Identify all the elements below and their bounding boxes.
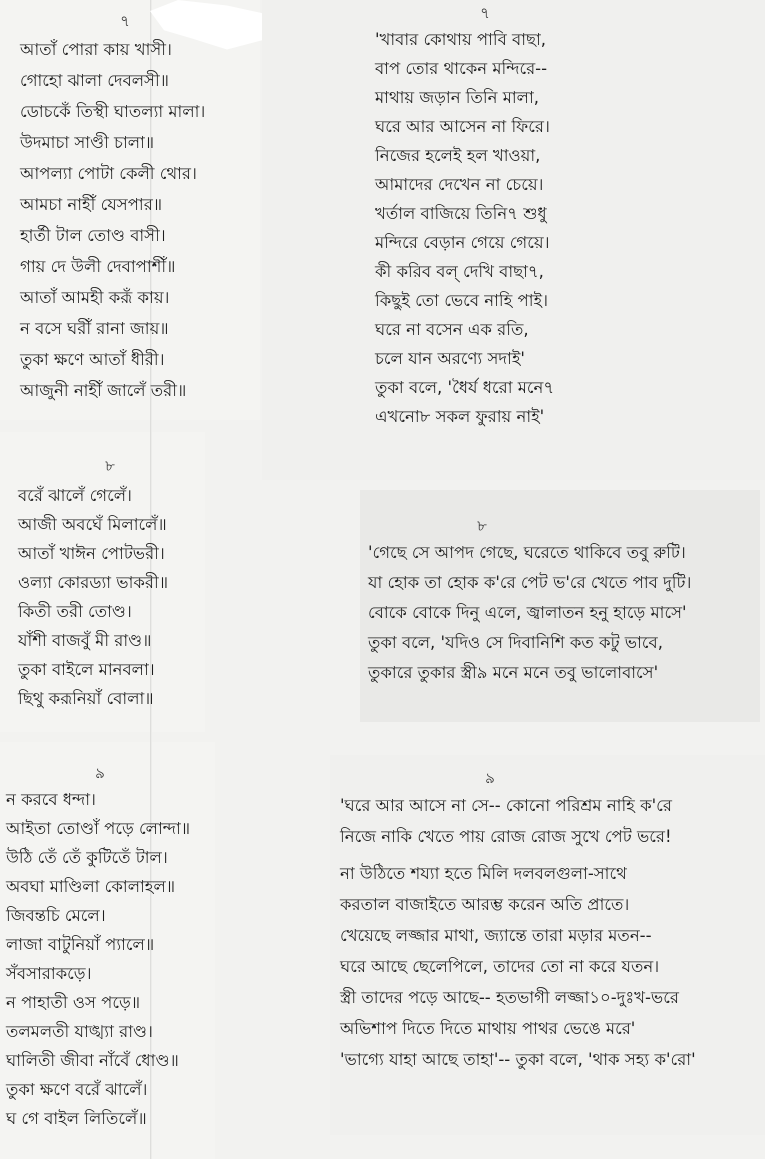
poem-line: আতাঁ আমহী করূঁ কায়। — [20, 288, 170, 307]
poem-line: না উঠিতে শয্যা হতে মিলি দলবলগুলা-সাথে — [340, 864, 627, 883]
poem-line: খর্তাল বাজিয়ে তিনি৭ শুধু — [375, 204, 547, 223]
poem-line: ন পাহাতী ওস পড়ে॥ — [6, 993, 141, 1012]
right-section-8-number: ৮ — [477, 517, 487, 535]
poem-line: তলমলতী যাঙ্খ্যা রাণ্ড। — [6, 1022, 153, 1041]
poem-line: আমচা নাহীঁ যেসপার॥ — [20, 195, 163, 214]
poem-line: ঘরে না বসেন এক রতি, — [375, 320, 529, 339]
poem-line: ওল্যা কোরড্যা ভাকরী॥ — [18, 573, 169, 592]
poem-line: ডোচকেঁ তিস্থী ঘাতল্যা মালা। — [20, 102, 206, 121]
poem-line: খেয়েছে লজ্জার মাথা, জ্যান্তে তারা মড়ার মতন-- — [340, 926, 652, 945]
poem-line: বরেঁ ঝালেঁ গেলেঁ। — [18, 486, 132, 505]
poem-line: তুকা ক্ষণে বরেঁ ঝালেঁ। — [6, 1080, 148, 1099]
poem-line: আইতা তোণ্ডাঁ পড়ে লোন্দা॥ — [6, 819, 191, 838]
poem-line: বাপ তোর থাকেন মন্দিরে-- — [375, 59, 548, 78]
right-section-8-poem — [368, 545, 691, 695]
poem-line: আমাদের দেখেন না চেয়ে। — [375, 175, 544, 194]
left-section-7-number: ৭ — [120, 12, 130, 30]
poem-line: উঠি তেঁ তেঁ কুটিতেঁ টাল। — [6, 848, 168, 867]
poem-line: গায় দে উলী দেবাপাশীঁ॥ — [20, 257, 176, 276]
poem-line: ঘালিতী জীবা নাঁবেঁ ধোণ্ড॥ — [6, 1051, 179, 1070]
poem-line: 'গেছে সে আপদ গেছে, ঘরেতে থাকিবে তবু রুটি। — [368, 543, 686, 562]
poem-line: যা হোক তা হোক ক'রে পেট ভ'রে খেতে পাব দুটি। — [368, 573, 692, 592]
poem-line: করতাল বাজাইতে আরম্ভ করেন অতি প্রাতে। — [340, 895, 630, 914]
right-section-7-number: ৭ — [480, 4, 490, 22]
poem-line: স্ত্রী তাদের পড়ে আছে-- হতভাগী লজ্জা১০-দুঃখ-ভরে — [340, 988, 679, 1007]
poem-line: চলে যান অরণ্যে সদাই' — [375, 349, 525, 368]
poem-line: ছিথু করূনিয়াঁ বোলা॥ — [18, 689, 154, 708]
poem-line: আতাঁ খাঈন পোটভরী। — [18, 544, 165, 563]
poem-line: তুকা বলে, 'যদিও সে দিবানিশি কত কটু ভাবে, — [368, 633, 663, 652]
left-section-7-poem — [20, 42, 205, 414]
poem-line: নিজের হলেই হল খাওয়া, — [375, 146, 541, 165]
poem-line: ন বসে ঘরীঁ রানা জায়॥ — [20, 319, 169, 338]
left-section-8-number: ৮ — [105, 457, 115, 475]
poem-line: এখনো৮ সকল ফুরায় নাই' — [375, 407, 545, 426]
poem-line: তুকারে তুকার স্ত্রী৯ মনে মনে তবু ভালোবাসে' — [368, 663, 659, 682]
poem-line: ন করবে ধন্দা। — [6, 790, 96, 809]
right-section-9-poem — [340, 798, 696, 1083]
poem-line: ঘরে আর আসেন না ফিরে। — [375, 117, 550, 136]
poem-line: 'ভাগ্যে যাহা আছে তাহা'-- তুকা বলে, 'থাক সহ্য ক'রো' — [340, 1050, 696, 1069]
poem-line: তুকা ক্ষণে আতাঁ ধীরী। — [20, 350, 165, 369]
poem-line: মাথায় জড়ান তিনি মালা, — [375, 88, 539, 107]
poem-line: তুকা বাইলে মানবলা। — [18, 660, 155, 679]
poem-line: 'ঘরে আর আসে না সে-- কোনো পরিশ্রম নাহি ক'রে — [340, 796, 672, 815]
poem-line: অভিশাপ দিতে দিতে মাথায় পাথর ভেঙে মরে' — [340, 1019, 636, 1038]
poem-line: আপল্যা পোটা কেলী থোর। — [20, 164, 197, 183]
poem-line: আজুনী নাহীঁ জালেঁ তরী॥ — [20, 381, 187, 400]
poem-line: গোহো ঝালা দেবলসী॥ — [20, 71, 170, 90]
poem-line: কী করিব বল্ দেখি বাছা৭, — [375, 262, 544, 281]
left-section-9-poem — [6, 792, 190, 1140]
poem-line: লাজা বাটুনিয়াঁ প্যালে॥ — [6, 935, 155, 954]
poem-line: 'খাবার কোথায় পাবি বাছা, — [375, 30, 547, 49]
left-section-8-poem — [18, 488, 168, 720]
poem-line: বোকে বোকে দিনু এলে, জ্বালাতন হনু হাড়ে মাসে' — [368, 603, 687, 622]
poem-line: হার্তী টাল তোণ্ড বাসী। — [20, 226, 166, 245]
right-section-9-number: ৯ — [485, 769, 495, 787]
poem-line: অবঘা মাণ্ডিলা কোলাহল॥ — [6, 877, 176, 896]
poem-line: ঘরে আছে ছেলেপিলে, তাদের তো না করে যতন। — [340, 957, 660, 976]
poem-line: ঘ গে বাইল লিতিলেঁ॥ — [6, 1109, 147, 1128]
poem-line: যাঁশী বাজবুঁ মী রাণ্ড॥ — [18, 631, 152, 650]
poem-line: আতাঁ পোরা কায় খাসী। — [20, 40, 172, 59]
poem-line: নিজে নাকি খেতে পায় রোজ রোজ সুখে পেট ভরে! — [340, 827, 672, 846]
right-section-7-poem — [375, 32, 554, 438]
poem-line: জিবন্তচি মেলে। — [6, 906, 106, 925]
poem-line: তুকা বলে, 'ধৈর্য ধরো মনে৭ — [375, 378, 555, 397]
poem-line: আজী অবঘেঁ মিলালেঁ॥ — [18, 515, 167, 534]
poem-line: কিতী তরী তোণ্ড। — [18, 602, 132, 621]
poem-line: উদমাচা সাণ্ডী চালা॥ — [20, 133, 155, 152]
poem-line: সঁবসারাকড়ে। — [6, 964, 92, 983]
poem-line: মন্দিরে বেড়ান গেয়ে গেয়ে। — [375, 233, 550, 252]
left-section-9-number: ৯ — [95, 764, 105, 782]
poem-line: কিছুই তো ভেবে নাহি পাই। — [375, 291, 548, 310]
